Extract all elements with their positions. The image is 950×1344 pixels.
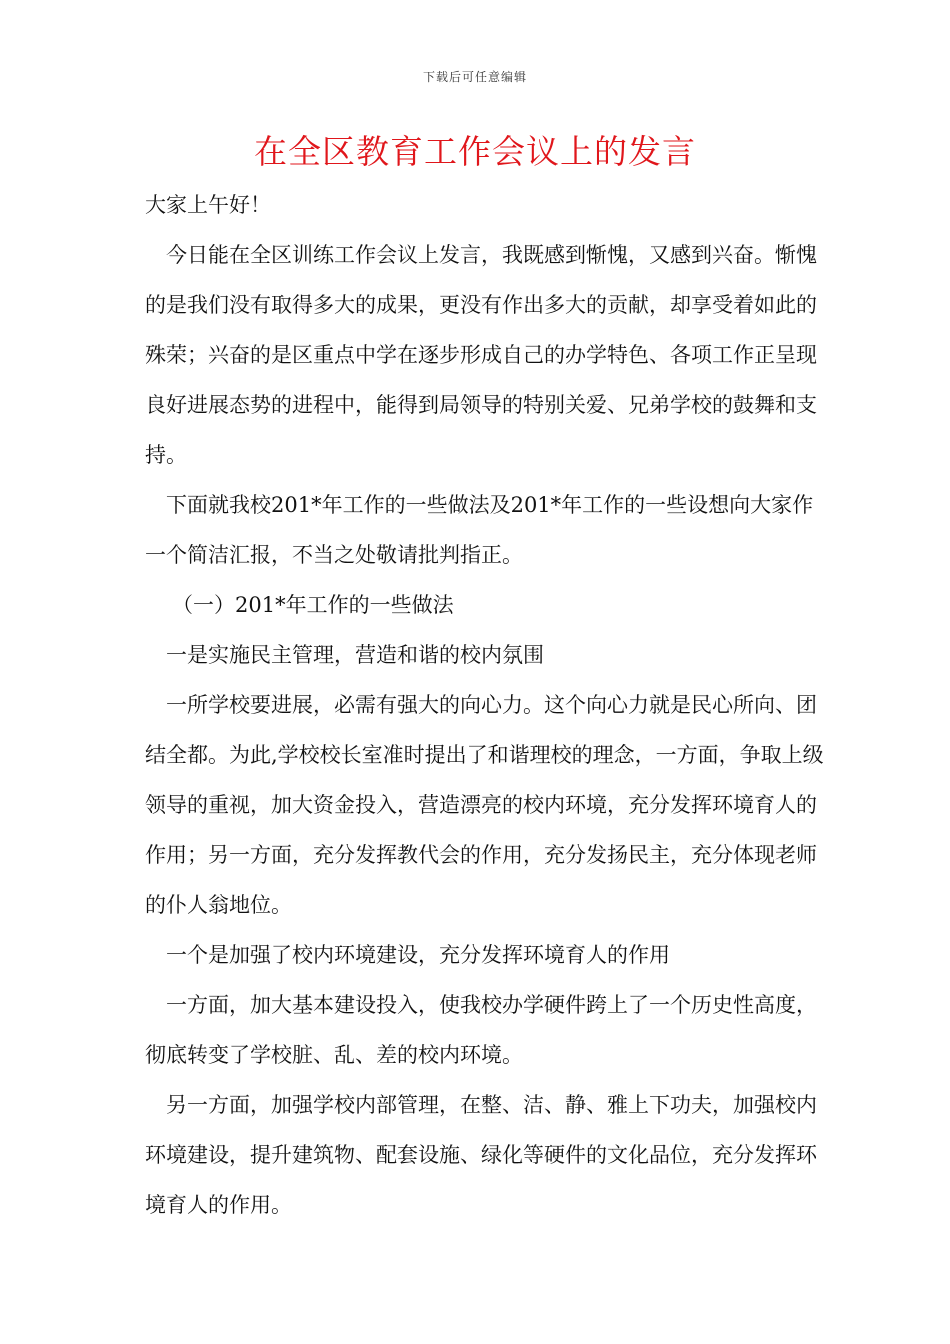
paragraph-greeting: 大家上午好！ bbox=[145, 193, 271, 217]
paragraph: 一所学校要进展，必需有强大的向心力。这个向心力就是民心所向、团结全都。为此,学校校长室准时提出了和谐理校的理念，一方面，争取上级领导的重视，加大资金投入，营造漂亮的校内环境，充分发挥环境育人的作用；另一方面，充分发挥教代会的作用，充分发扬民主，充分体现老师的仆人翁地位。 bbox=[145, 693, 824, 917]
subsection-heading: 一是实施民主管理，营造和谐的校内氛围 bbox=[166, 643, 544, 667]
document-body bbox=[145, 180, 825, 1230]
subsection-heading: 一个是加强了校内环境建设，充分发挥环境育人的作用 bbox=[166, 943, 670, 967]
section-heading: （一）201*年工作的一些做法 bbox=[172, 593, 454, 617]
paragraph: 下面就我校201*年工作的一些做法及201*年工作的一些设想向大家作一个简洁汇报，不当之处敬请批判指正。 bbox=[145, 493, 814, 567]
document-title: 在全区教育工作会议上的发言 bbox=[254, 132, 696, 171]
paragraph: 另一方面，加强学校内部管理，在整、洁、静、雅上下功夫，加强校内环境建设，提升建筑物、配套设施、绿化等硬件的文化品位，充分发挥环境育人的作用。 bbox=[145, 1093, 817, 1217]
paragraph: 今日能在全区训练工作会议上发言，我既感到惭愧，又感到兴奋。惭愧的是我们没有取得多大的成果，更没有作出多大的贡献，却享受着如此的殊荣；兴奋的是区重点中学在逐步形成自己的办学特色、各项工作正呈现良好进展态势的进程中，能得到局领导的特别关爱、兄弟学校的鼓舞和支持。 bbox=[145, 243, 817, 467]
header-note: 下载后可任意编辑 bbox=[422, 70, 527, 84]
paragraph: 一方面，加大基本建设投入，使我校办学硬件跨上了一个历史性高度，彻底转变了学校脏、乱、差的校内环境。 bbox=[145, 993, 817, 1067]
